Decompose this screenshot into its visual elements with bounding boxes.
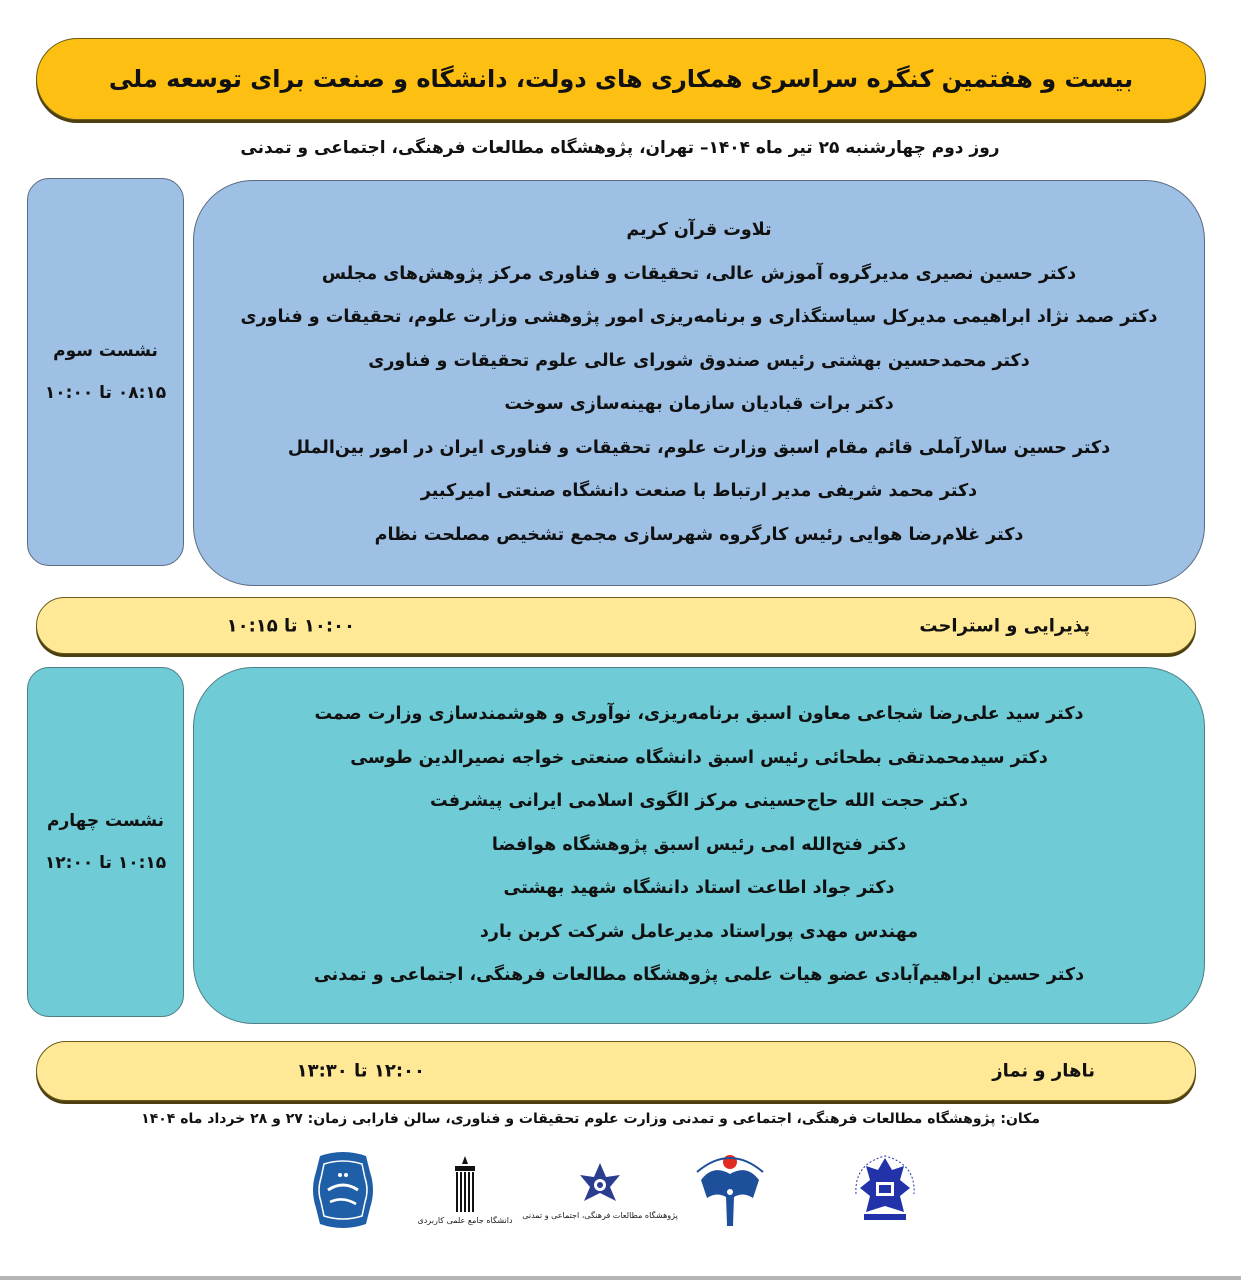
list-item: دکتر صمد نژاد ابراهیمی مدیرکل سیاستگذاری و برنامه‌ریزی امور پژوهشی وزارت علوم، تحقیقات و فناوری bbox=[240, 307, 1158, 327]
session-4-label-box bbox=[27, 667, 184, 1017]
list-item: دکتر محمد شریفی مدیر ارتباط با صنعت دانشگاه صنعتی امیرکبیر bbox=[420, 481, 978, 501]
list-item: دکتر حجت الله حاج‌حسینی مرکز الگوی اسلامی ایرانی پیشرفت bbox=[430, 791, 968, 812]
list-item: مهندس مهدی پوراستاد مدیرعامل شرکت کربن بارد bbox=[479, 921, 919, 942]
session-4-speakers bbox=[193, 667, 1205, 1024]
logo-caption: دانشگاه جامع علمی کاربردی bbox=[417, 1215, 513, 1225]
logo-caption: پژوهشگاه مطالعات فرهنگی، اجتماعی و تمدنی bbox=[522, 1210, 678, 1220]
industry-university-association-logo-icon bbox=[685, 1148, 775, 1232]
list-item: دکتر سیدمحمدتقی بطحائی رئیس اسبق دانشگاه صنعتی خواجه نصیرالدین طوسی bbox=[350, 747, 1048, 768]
list-item: دکتر جواد اطاعت استاد دانشگاه شهید بهشتی bbox=[503, 878, 895, 899]
applied-science-university-logo-icon bbox=[417, 1148, 513, 1232]
session-4-time: ۱۰:۱۵ تا ۱۲:۰۰ bbox=[44, 853, 167, 873]
list-item: تلاوت قرآن کریم bbox=[626, 220, 772, 240]
sponsor-logos bbox=[290, 1148, 940, 1232]
ihcs-institute-logo-icon bbox=[522, 1148, 678, 1232]
list-item: دکتر سید علی‌رضا شجاعی معاون اسبق برنامه‌ریزی، نوآوری و هوشمندسازی وزارت صمت bbox=[314, 704, 1084, 725]
page-title: بیست و هفتمین کنگره سراسری همکاری های دولت، دانشگاه و صنعت برای توسعه ملی bbox=[108, 65, 1134, 93]
maharat-university-logo-icon bbox=[308, 1148, 378, 1232]
list-item: دکتر فتح‌الله امی رئیس اسبق پژوهشگاه هوافضا bbox=[491, 834, 907, 855]
list-item: دکتر غلام‌رضا هوایی رئیس کارگروه شهرسازی مجمع تشخیص مصلحت نظام bbox=[374, 524, 1024, 545]
session-3-name: نشست سوم bbox=[53, 341, 158, 361]
break-lunch-bar bbox=[36, 1041, 1196, 1101]
congress-title-banner bbox=[36, 38, 1206, 120]
session-3-label-box bbox=[27, 178, 184, 566]
break-time: ۱۰:۰۰ تا ۱۰:۱۵ bbox=[226, 615, 355, 636]
break-reception-bar bbox=[36, 597, 1196, 654]
list-item: دکتر حسین ابراهیم‌آبادی عضو هیات علمی پژوهشگاه مطالعات فرهنگی، اجتماعی و تمدنی bbox=[313, 965, 1085, 986]
break-time: ۱۲:۰۰ تا ۱۳:۳۰ bbox=[296, 1060, 425, 1082]
bottom-divider bbox=[0, 1276, 1241, 1280]
day-subtitle: روز دوم چهارشنبه ۲۵ تیر ماه ۱۴۰۴– تهران، پژوهشگاه مطالعات فرهنگی، اجتماعی و تمدنی bbox=[240, 138, 1000, 158]
break-name: ناهار و نماز bbox=[992, 1060, 1095, 1082]
break-name: پذیرایی و استراحت bbox=[919, 615, 1090, 636]
list-item: دکتر حسین سالارآملی قائم مقام اسبق وزارت علوم، تحقیقات و فناوری ایران در امور بین‌الملل bbox=[287, 437, 1111, 458]
session-4-name: نشست چهارم bbox=[47, 811, 164, 831]
list-item: دکتر برات قبادیان سازمان بهینه‌سازی سوخت bbox=[504, 394, 894, 414]
congress-logo-icon bbox=[845, 1148, 925, 1232]
session-3-time: ۰۸:۱۵ تا ۱۰:۰۰ bbox=[44, 383, 167, 403]
list-item: دکتر محمدحسین بهشتی رئیس صندوق شورای عالی علوم تحقیقات و فناوری bbox=[368, 350, 1030, 371]
venue-info: مکان: پژوهشگاه مطالعات فرهنگی، اجتماعی و تمدنی وزارت علوم تحقیقات و فناوری، سالن فارابی زمان: ۲۷ و ۲۸ خرداد ماه ۱۴۰۴ bbox=[141, 1111, 1040, 1127]
session-3-speakers bbox=[193, 180, 1205, 586]
list-item: دکتر حسین نصیری مدیرگروه آموزش عالی، تحقیقات و فناوری مرکز پژوهش‌های مجلس bbox=[321, 263, 1077, 284]
